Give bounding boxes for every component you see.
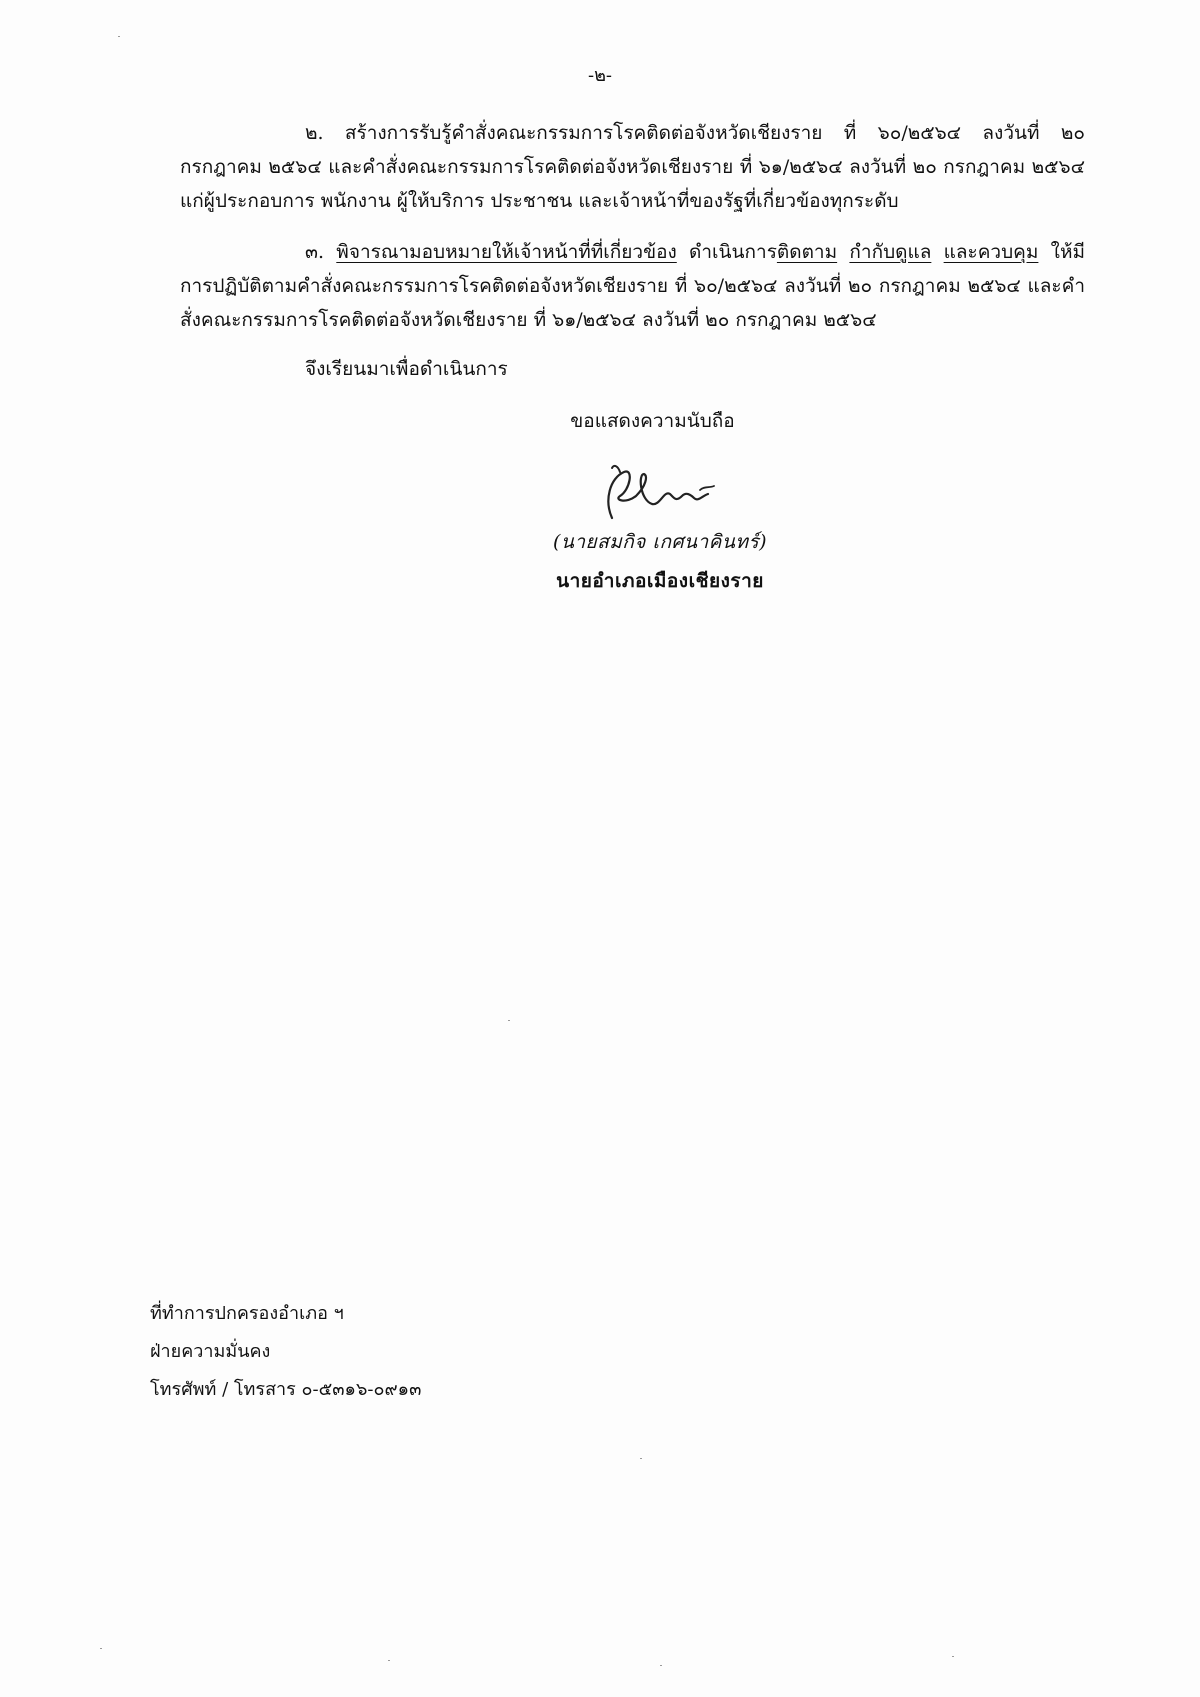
signer-name: (นายสมกิจ เกศนาคินทร์): [552, 531, 768, 553]
closing-action-line: จึงเรียนมาเพื่อดำเนินการ: [305, 358, 508, 380]
scan-speck: [508, 1020, 510, 1021]
scan-speck: [640, 1458, 642, 1459]
page-number: -๒-: [587, 65, 613, 86]
footer-contact: โทรศัพท์ / โทรสาร ๐-๕๓๑๖-๐๙๑๓: [150, 1379, 422, 1400]
paragraph-item-3: [180, 235, 1085, 337]
contact-footer: [150, 1295, 421, 1409]
control-phrase: และควบคุม: [943, 241, 1039, 263]
paragraph-item-2: [180, 116, 1085, 218]
compliance-phrase: ให้มีการปฏิบัติตามคำสั่งคณะกรรมการโรคติดต่อจังหวัดเชียงราย ที่ ๖๐/๒๕๖๔ ลงวันที่ ๒๐ กรกฎาคม ๒๕๖๔ และคำสั่งคณะกรรมการโรคติดต่อจังหวัดเชียงราย ที่ ๖๑/๒๕๖๔ ลงวันที่ ๒๐ กรกฎาคม ๒๕๖๔: [180, 241, 1085, 331]
scan-speck: [388, 1660, 390, 1661]
assign-officers-phrase: พิจารณามอบหมายให้เจ้าหน้าที่ที่เกี่ยวข้อง: [336, 241, 677, 263]
scan-speck: [952, 1656, 954, 1657]
paragraph-item-3-text: [180, 235, 1085, 337]
supervise-phrase: กำกับดูแล: [849, 241, 932, 263]
scan-speck: [660, 1665, 662, 1666]
perform-phrase: ดำเนินการ: [689, 241, 777, 263]
paragraph-item-2-text: ๒. สร้างการรับรู้คำสั่งคณะกรรมการโรคติดต่อจังหวัดเชียงราย ที่ ๖๐/๒๕๖๔ ลงวันที่ ๒๐ กรกฎาคม ๒๕๖๔ และคำสั่งคณะกรรมการโรคติดต่อจังหวัดเชียงราย ที่ ๖๑/๒๕๖๔ ลงวันที่ ๒๐ กรกฎาคม ๒๕๖๔ แก่ผู้ประกอบการ พนักงาน ผู้ให้บริการ ประชาชน และเจ้าหน้าที่ของรัฐที่เกี่ยวข้องทุกระดับ: [180, 122, 1085, 212]
handwritten-signature: [590, 460, 730, 530]
monitor-phrase: ติดตาม: [776, 241, 838, 263]
footer-department: ฝ่ายความมั่นคง: [150, 1341, 271, 1362]
scan-speck: [100, 1648, 102, 1649]
signer-position: นายอำเภอเมืองเชียงราย: [556, 570, 764, 592]
closing-regards: ขอแสดงความนับถือ: [570, 410, 735, 432]
scan-speck: [118, 36, 120, 37]
paragraph-item-3-number: ๓.: [305, 241, 325, 263]
footer-office: ที่ทำการปกครองอำเภอ ฯ: [150, 1303, 344, 1324]
